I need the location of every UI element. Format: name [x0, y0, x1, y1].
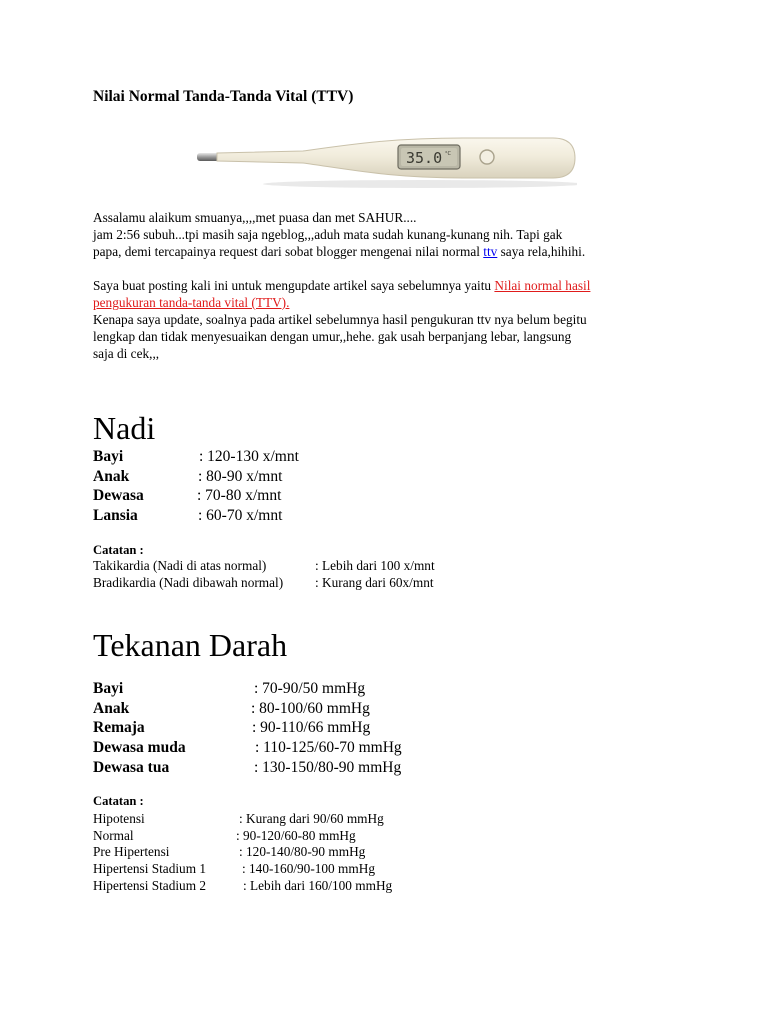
- update-line: lengkap dan tidak menyesuaikan dengan umur,,hehe. gak usah berpanjang lebar, langsung: [93, 329, 572, 344]
- tekanan-row: Bayi : 70-90/50 mmHg: [93, 680, 366, 697]
- tekanan-darah-heading: Tekanan Darah: [93, 627, 288, 663]
- page-title: Nilai Normal Tanda-Tanda Vital (TTV): [93, 88, 354, 105]
- previous-article-link[interactable]: Nilai normal hasil: [494, 278, 591, 293]
- update-line: [93, 277, 683, 294]
- thermometer-icon: [193, 132, 577, 190]
- update-text: Saya buat posting kali ini untuk mengupdate artikel saya sebelumnya yaitu: [93, 278, 495, 293]
- tekanan-note-row: Pre Hipertensi : 120-140/80-90 mmHg: [93, 844, 366, 860]
- tekanan-note-row: Normal : 90-120/60-80 mmHg: [93, 827, 356, 843]
- intro-text: saya rela,hihihi.: [497, 244, 586, 259]
- nadi-heading: Nadi: [93, 410, 156, 446]
- nadi-list: [93, 447, 493, 526]
- thermometer-unit: °C: [445, 151, 451, 157]
- thermometer-image: [193, 132, 577, 190]
- tekanan-note-row: Hipertensi Stadium 1 : 140-160/90-100 mmHg: [93, 861, 375, 877]
- ttv-link[interactable]: ttv: [483, 244, 498, 259]
- intro-paragraph: [93, 209, 683, 260]
- intro-line: [93, 243, 683, 260]
- tekanan-row: Anak : 80-100/60 mmHg: [93, 699, 370, 717]
- nadi-row: Dewasa : 70-80 x/mnt: [93, 487, 282, 505]
- tekanan-notes: [93, 811, 513, 894]
- tekanan-note-row: Hipertensi Stadium 2 : Lebih dari 160/100 mmHg: [93, 877, 393, 893]
- previous-article-link-cont[interactable]: pengukuran tanda-tanda vital (TTV).: [93, 295, 290, 310]
- tekanan-darah-list: [93, 679, 493, 777]
- tekanan-note-title: Catatan :: [93, 794, 144, 808]
- tekanan-row: Remaja : 90-110/66 mmHg: [93, 719, 371, 737]
- intro-text: papa, demi tercapainya request dari sobat blogger mengenai nilai normal: [93, 244, 484, 259]
- nadi-note-row: Bradikardia (Nadi dibawah normal) : Kurang dari 60x/mnt: [93, 574, 434, 590]
- nadi-row: Lansia : 60-70 x/mnt: [93, 507, 283, 525]
- tekanan-note-row: Hipotensi : Kurang dari 90/60 mmHg: [93, 811, 384, 826]
- power-button-icon: [480, 150, 494, 164]
- update-line: Kenapa saya update, soalnya pada artikel sebelumnya hasil pengukuran ttv nya belum begitu: [93, 312, 587, 327]
- update-line: [93, 294, 683, 311]
- nadi-notes: [93, 558, 513, 591]
- intro-line: Assalamu alaikum smuanya,,,,met puasa dan met SAHUR....: [93, 210, 417, 225]
- nadi-note-row: Takikardia (Nadi di atas normal) : Lebih dari 100 x/mnt: [93, 558, 435, 573]
- tekanan-row: Dewasa tua : 130-150/80-90 mmHg: [93, 758, 402, 776]
- tekanan-row: Dewasa muda : 110-125/60-70 mmHg: [93, 739, 402, 757]
- nadi-note-title: Catatan :: [93, 543, 144, 557]
- intro-line: jam 2:56 subuh...tpi masih saja ngeblog,,,aduh mata sudah kunang-kunang nih. Tapi gak: [93, 227, 563, 242]
- update-line: saja di cek,,,: [93, 346, 160, 361]
- update-paragraph: [93, 277, 683, 362]
- nadi-row: Bayi : 120-130 x/mnt: [93, 448, 299, 465]
- nadi-row: Anak : 80-90 x/mnt: [93, 467, 283, 485]
- thermometer-display: 35.0: [406, 149, 443, 167]
